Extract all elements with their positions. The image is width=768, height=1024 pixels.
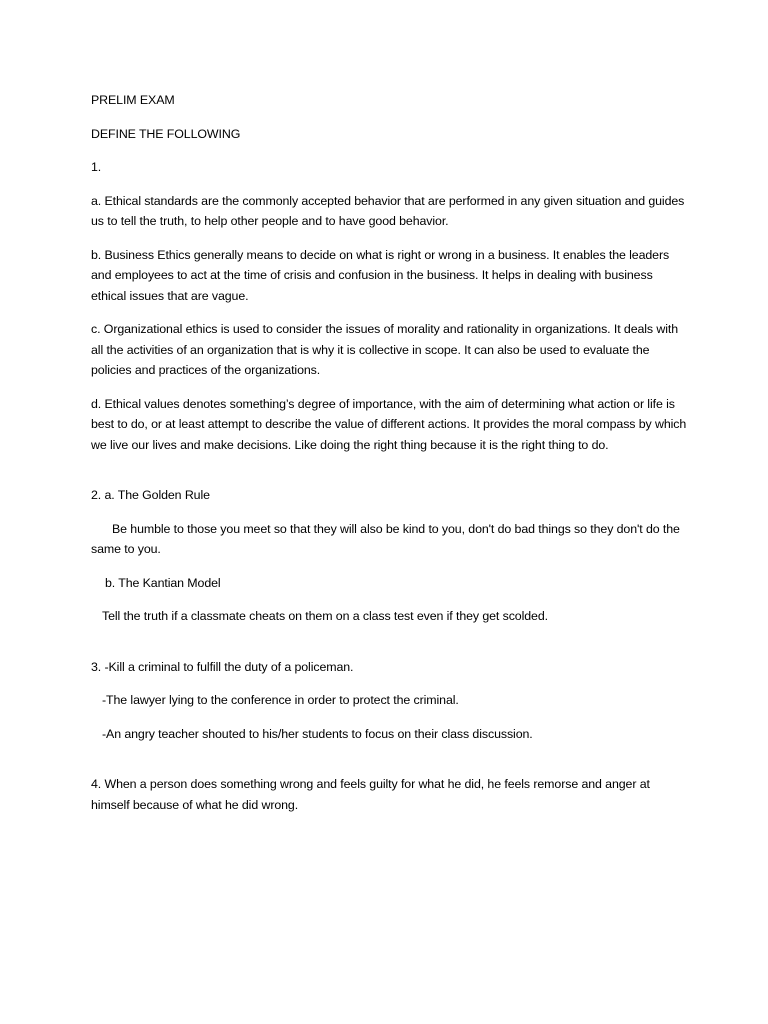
q1-answer-d: d. Ethical values denotes something’s degree of importance, with the aim of determining what action or life is best to do, or at least attempt to describe the value of different actions. It provides the moral compass by which we live our lives and make decisions. Like doing the right thing because it is the right thing to do. [91, 396, 687, 452]
document-title: PRELIM EXAM [91, 93, 175, 107]
q1-answer-a: a. Ethical standards are the commonly accepted behavior that are performed in any given situation and guides us to tell the truth, to help other people and to have good behavior. [91, 193, 685, 228]
q1-number: 1. [91, 160, 102, 174]
q3-line-3: -An angry teacher shouted to his/her students to focus on their class discussion. [102, 726, 533, 741]
instruction-heading: DEFINE THE FOLLOWING [91, 126, 241, 141]
q2-kantian-heading: b. The Kantian Model [105, 575, 221, 590]
q3-line-2: -The lawyer lying to the conference in order to protect the criminal. [102, 693, 459, 707]
document-page [91, 90, 691, 828]
q1-answer-c: c. Organizational ethics is used to consider the issues of morality and rationality in organizations. It deals with all the activities of an organization that is why it is collective in scope. It can also be used to evaluate the policies and practices of the organizations. [91, 322, 678, 377]
q3-line-1: 3. -Kill a criminal to fulfill the duty of a policeman. [91, 659, 354, 674]
q1-answer-b: b. Business Ethics generally means to decide on what is right or wrong in a business. It enables the leaders and employees to act at the time of crisis and confusion in the business. It helps in dealing with business ethical issues that are vague. [91, 247, 670, 303]
q2-golden-rule-text: Be humble to those you meet so that they will also be kind to you, don't do bad things so they don't do the same to you. [91, 521, 680, 556]
q2-kantian-text: Tell the truth if a classmate cheats on them on a class test even if they get scolded. [102, 609, 548, 623]
q2-heading: 2. a. The Golden Rule [91, 488, 210, 502]
q4-answer: 4. When a person does something wrong and feels guilty for what he did, he feels remorse and anger at himself because of what he did wrong. [91, 777, 650, 812]
